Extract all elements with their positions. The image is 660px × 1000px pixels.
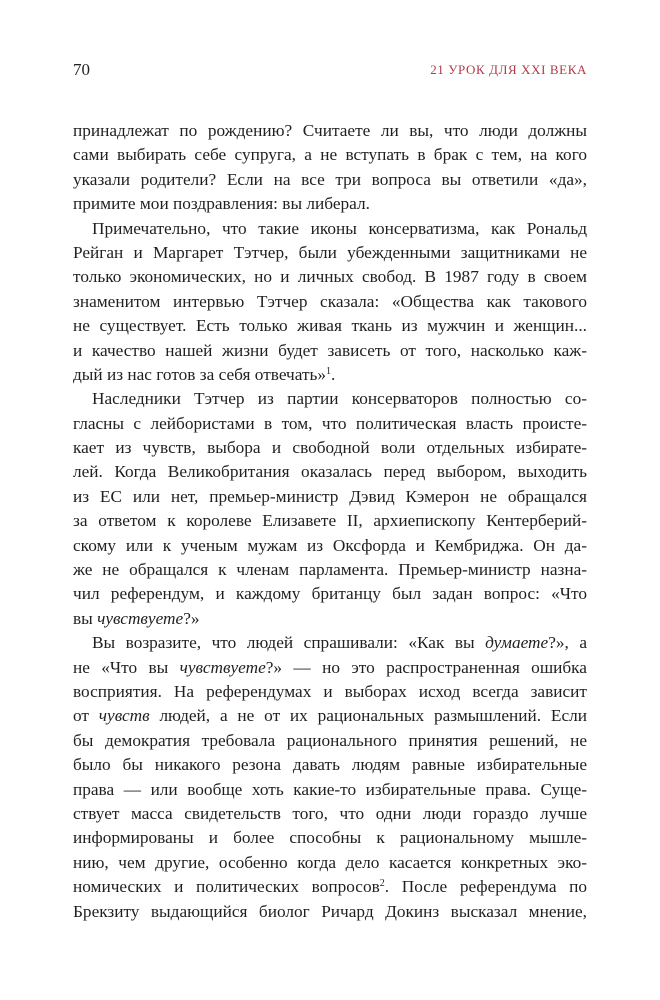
emphasis: чувств [98,706,150,726]
text-line: гласны с лейбористами в том, что политическая власть происте- [73,413,587,433]
text-line: вы чувствуете?» [73,608,200,628]
text-line: знаменитом интервью Тэтчер сказала: «Общества как такового [73,291,587,311]
text-line: же не обращался к членам парламента. Премьер-министр назна- [73,560,587,580]
text-line: Примечательно, что такие иконы консерватизма, как Рональд [92,218,587,238]
text-line: номических и политических вопросов$^2$. После референдума по [73,877,587,897]
text-line: и качество нашей жизни будет зависеть от того, насколько каж- [73,340,587,360]
text-line: дый из нас готов за себя отвечать»$^1$. [73,364,336,384]
text-line: Рейган и Маргарет Тэтчер, были убежденными защитниками не [73,242,587,262]
text-line: права — или вообще хоть какие-то избирательные права. Суще- [73,779,587,799]
text-line: кает из чувств, выбора и свободной воли отдельных избирате- [73,438,587,458]
text-line: от чувств людей, а не от их рациональных размышлений. Если [73,706,587,726]
text-line: Наследники Тэтчер из партии консерваторов полностью со- [92,389,587,409]
text-line: чил референдум, и каждому британцу был задан вопрос: «Что [73,584,587,604]
text-line: принадлежат по рождению? Считаете ли вы, что люди должны [73,121,587,140]
page-header [73,60,587,82]
footnote-ref: 2 [379,878,385,890]
text-line: указали родители? Если на все три вопроса вы ответили «да», [73,169,587,189]
text-line: лей. Когда Великобритания оказалась перед выбором, выходить [73,462,587,482]
text-line: Брекзиту выдающийся биолог Ричард Докинз высказал мнение, [73,901,587,921]
text-line: нию, чем другие, особенно когда дело касается конкретных эко- [73,852,587,872]
text-line: бы демократия требовала рационального принятия решений, не [73,730,587,750]
body-text [73,119,587,924]
emphasis: чувствуете [179,657,266,677]
text-line: сами выбирать себе супруга, а не вступать в брак с тем, на кого [73,145,587,165]
text-line: ствует масса свидетельств того, что одни люди гораздо лучше [73,803,587,823]
text-line: только экономических, но и личных свобод. В 1987 году в своем [73,267,587,287]
running-title: 21 УРОК ДЛЯ XXI ВЕКА [430,62,587,77]
text-line: Вы возразите, что людей спрашивали: «Как вы думаете?», а [92,633,588,653]
footnote-ref: 1 [326,365,332,377]
text-line: не существует. Есть только живая ткань из мужчин и женщин... [73,316,587,336]
text-line: примите мои поздравления: вы либерал. [73,194,370,214]
text-line: за ответом к королеве Елизавете II, архиепископу Кентерберий- [73,511,587,531]
text-line: из ЕС или нет, премьер-министр Дэвид Кэмерон не обращался [73,486,587,506]
text-line: не «Что вы чувствуете?» — но это распространенная ошибка [73,657,587,677]
text-line: восприятия. На референдумах и выборах исход всегда зависит [73,681,587,701]
page-number: 70 [73,60,90,79]
text-line: информированы и более способны к рациональному мышле- [73,828,587,848]
emphasis: думаете [485,633,549,653]
text-line: было бы никакого резона давать людям равные избирательные [73,755,587,775]
emphasis: чувствуете [97,608,184,628]
text-line: скому или к ученым мужам из Оксфорда и Кембриджа. Он да- [73,535,587,555]
